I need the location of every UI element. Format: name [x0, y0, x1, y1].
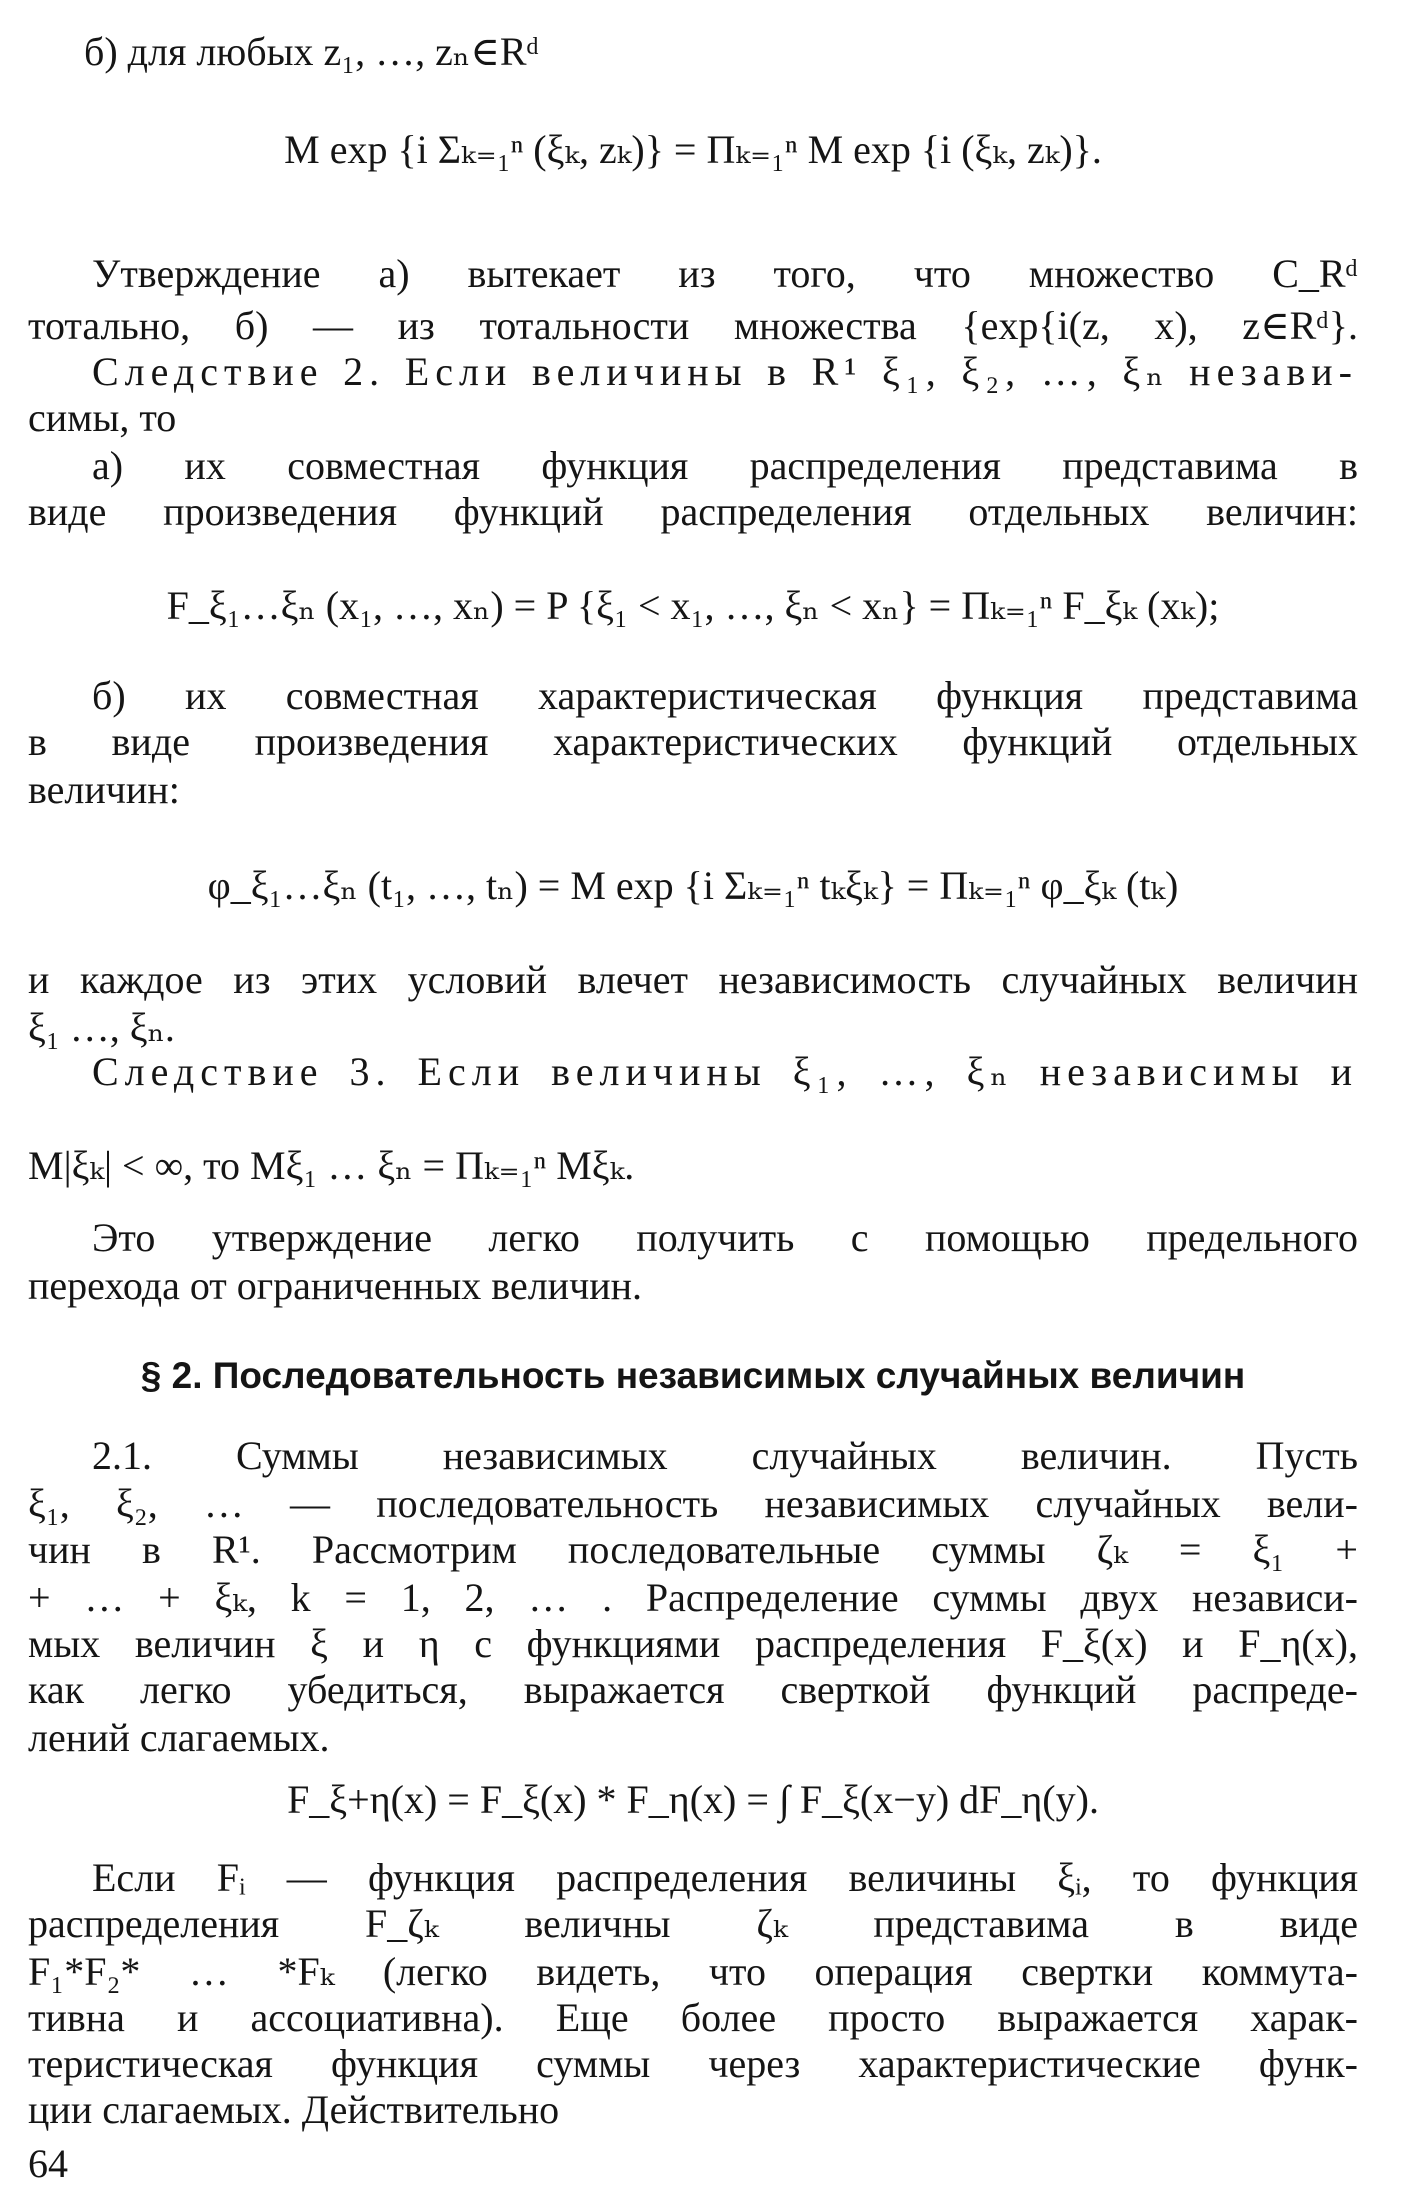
- text-line: перехода от ограниченных величин.: [28, 1263, 643, 1308]
- section-heading: § 2. Последовательность независимых случайных величин: [140, 1355, 1246, 1396]
- text-line: Если Fᵢ — функция распределения величины ξᵢ, то функция: [92, 1855, 1358, 1900]
- text-line: в виде произведения характеристических функций отдельных: [28, 719, 1358, 764]
- text-line: ции слагаемых. Действительно: [28, 2087, 560, 2132]
- text-line: лений слагаемых.: [28, 1715, 330, 1760]
- equation-convolution: F_ξ+η(x) = F_ξ(x) * F_η(x) = ∫ F_ξ(x−y) dF_η(y).: [287, 1777, 1099, 1822]
- equation-joint-characteristic: φ_ξ₁…ξₙ (t₁, …, tₙ) = M exp {i Σₖ₌₁ⁿ tₖξₖ} = Πₖ₌₁ⁿ φ_ξₖ (tₖ): [207, 863, 1179, 908]
- text-line: тотально, б) — из тотальности множества {exp{i(z, x), z∈Rᵈ}.: [28, 303, 1358, 348]
- text-line: мых величин ξ и η с функциями распределения F_ξ(x) и F_η(x),: [28, 1621, 1358, 1666]
- text-line: как легко убедиться, выражается сверткой функций распреде-: [28, 1667, 1358, 1712]
- corollary-2-line: Следствие 2. Если величины в R¹ ξ₁, ξ₂, …, ξₙ незави-: [92, 349, 1358, 394]
- text-line: ξ₁, ξ₂, … — последовательность независимых случайных вели-: [28, 1481, 1358, 1526]
- text-line: распределения F_ζₖ величны ζₖ представима в виде: [28, 1901, 1358, 1946]
- text-line: Это утверждение легко получить с помощью предельного: [92, 1215, 1358, 1260]
- text-line: Утверждение а) вытекает из того, что множество C_Rᵈ: [92, 251, 1358, 296]
- page-number: 64: [28, 2141, 68, 2186]
- text-line: а) их совместная функция распределения представима в: [92, 443, 1358, 488]
- text-line: + … + ξₖ, k = 1, 2, … . Распределение суммы двух независи-: [28, 1575, 1358, 1620]
- text-line: ξ₁ …, ξₙ.: [28, 1005, 175, 1050]
- text-line: величин:: [28, 767, 180, 812]
- corollary-3-line: Следствие 3. Если величины ξ₁, …, ξₙ независимы и: [92, 1049, 1358, 1094]
- text-line: 2.1. Суммы независимых случайных величин. Пусть: [92, 1433, 1358, 1478]
- equation-expectation-product: M|ξₖ| < ∞, то Mξ₁ … ξₙ = Πₖ₌₁ⁿ Mξₖ.: [28, 1143, 635, 1188]
- equation-product-exp: M exp {i Σₖ₌₁ⁿ (ξₖ, zₖ)} = Πₖ₌₁ⁿ M exp {i (ξₖ, zₖ)}.: [284, 127, 1102, 172]
- text-line: теристическая функция суммы через характеристические функ-: [28, 2041, 1358, 2086]
- text-line: чин в R¹. Рассмотрим последовательные суммы ζₖ = ξ₁ +: [28, 1527, 1358, 1572]
- text-line: F₁*F₂* … *Fₖ (легко видеть, что операция свертки коммута-: [28, 1949, 1358, 1994]
- text-line: тивна и ассоциативна). Еще более просто выражается харак-: [28, 1995, 1358, 2040]
- text-line: б) их совместная характеристическая функция представима: [92, 673, 1358, 718]
- equation-joint-distribution: F_ξ₁…ξₙ (x₁, …, xₙ) = P {ξ₁ < x₁, …, ξₙ < xₙ} = Πₖ₌₁ⁿ F_ξₖ (xₖ);: [166, 583, 1220, 628]
- text-line: б) для любых z₁, …, zₙ∈Rᵈ: [84, 29, 539, 74]
- text-line: виде произведения функций распределения отдельных величин:: [28, 489, 1358, 534]
- text-line: симы, то: [28, 395, 177, 440]
- text-line: и каждое из этих условий влечет независимость случайных величин: [28, 957, 1358, 1002]
